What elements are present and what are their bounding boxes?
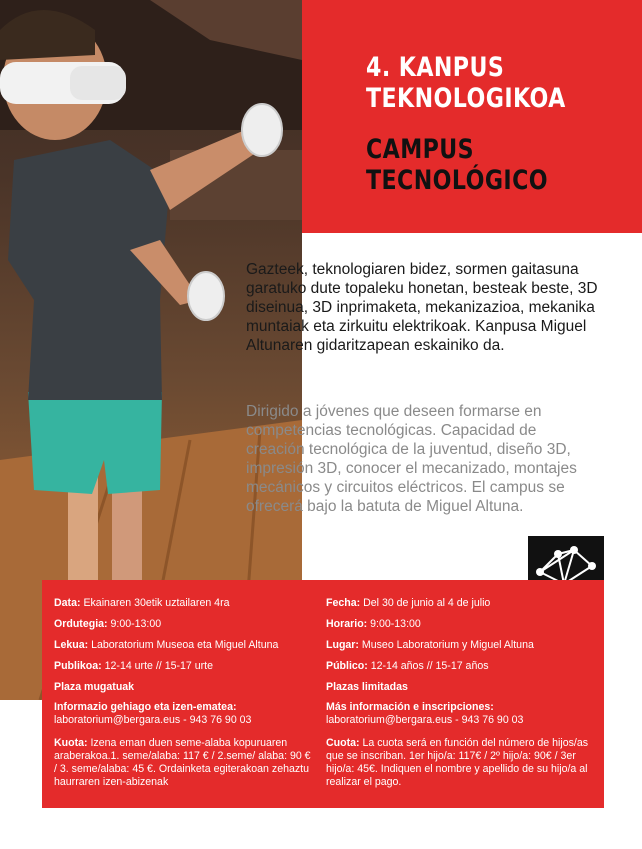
info-limited: Plaza mugatuak <box>54 681 135 693</box>
contact-email-phone[interactable]: laboratorium@bergara.eus - 943 76 90 03 <box>326 714 524 726</box>
info-date: Fecha: Del 30 de junio al 4 de julio <box>326 597 491 609</box>
info-contact: Más información e inscripciones: laboratorium@bergara.eus - 943 76 90 03 <box>326 701 524 726</box>
info-fee: Kuota: Izena eman duen seme-alaba kopuruaren araberakoa.1. seme/alaba: 117 € / 2.seme/ alaba: 90 € / 3. seme/alaba: 45 €. Ordainketa egiterakoan zehaztu haurraren izen-abizenak <box>54 737 311 788</box>
title-spanish <box>366 134 587 196</box>
info-place: Lekua: Laboratorium Museoa eta Miguel Altuna <box>54 639 279 651</box>
info-public: Publikoa: 12-14 urte // 15-17 urte <box>54 660 213 672</box>
title-basque <box>366 52 587 114</box>
contact-email-phone[interactable]: laboratorium@bergara.eus - 943 76 90 03 <box>54 714 252 726</box>
info-contact: Informazio gehiago eta izen-ematea: laboratorium@bergara.eus - 943 76 90 03 <box>54 701 252 726</box>
info-hours: Horario: 9:00-13:00 <box>326 618 421 630</box>
title-basque-line2: TEKNOLOGIKOA <box>366 83 566 114</box>
title-spanish-line1: CAMPUS <box>366 134 475 165</box>
info-date: Data: Ekainaren 30etik uztailaren 4ra <box>54 597 230 609</box>
info-fee: Cuota: La cuota será en función del número de hijos/as que se inscriban. 1er hijo/a: 117€ / 2º hijo/a: 90€ / 3er hijo/a: 45€. Indiquen el nombre y apellido de su hijo/a al realizar el pago. <box>326 737 589 788</box>
title-block <box>302 0 642 233</box>
info-public: Público: 12-14 años // 15-17 años <box>326 660 489 672</box>
description-spanish: Dirigido a jóvenes que deseen formarse en competencias tecnológicas. Capacidad de creación tecnológica de la juventud, diseño 3D, impresión 3D, conocer el mecanizado, montajes mecánicos y circuitos eléctricos. El campus se ofrecerá bajo la batuta de Miguel Altuna. <box>246 403 577 515</box>
info-place: Lugar: Museo Laboratorium y Miguel Altuna <box>326 639 534 651</box>
info-panel <box>42 580 604 808</box>
info-limited: Plazas limitadas <box>326 681 408 693</box>
description-basque: Gazteek, teknologiaren bidez, sormen gaitasuna garatuko dute topaleku honetan, besteak beste, 3D diseinua, 3D inprimaketa, mekanizazioa, mekanika muntaiak eta zirkuitu elektrikoak. Kanpusa Miguel Altunaren gidaritzapean eskainiko da. <box>246 261 598 354</box>
title-basque-line1: 4. KANPUS <box>366 52 505 83</box>
title-spanish-line2: TECNOLÓGICO <box>366 165 548 196</box>
info-hours: Ordutegia: 9:00-13:00 <box>54 618 162 630</box>
